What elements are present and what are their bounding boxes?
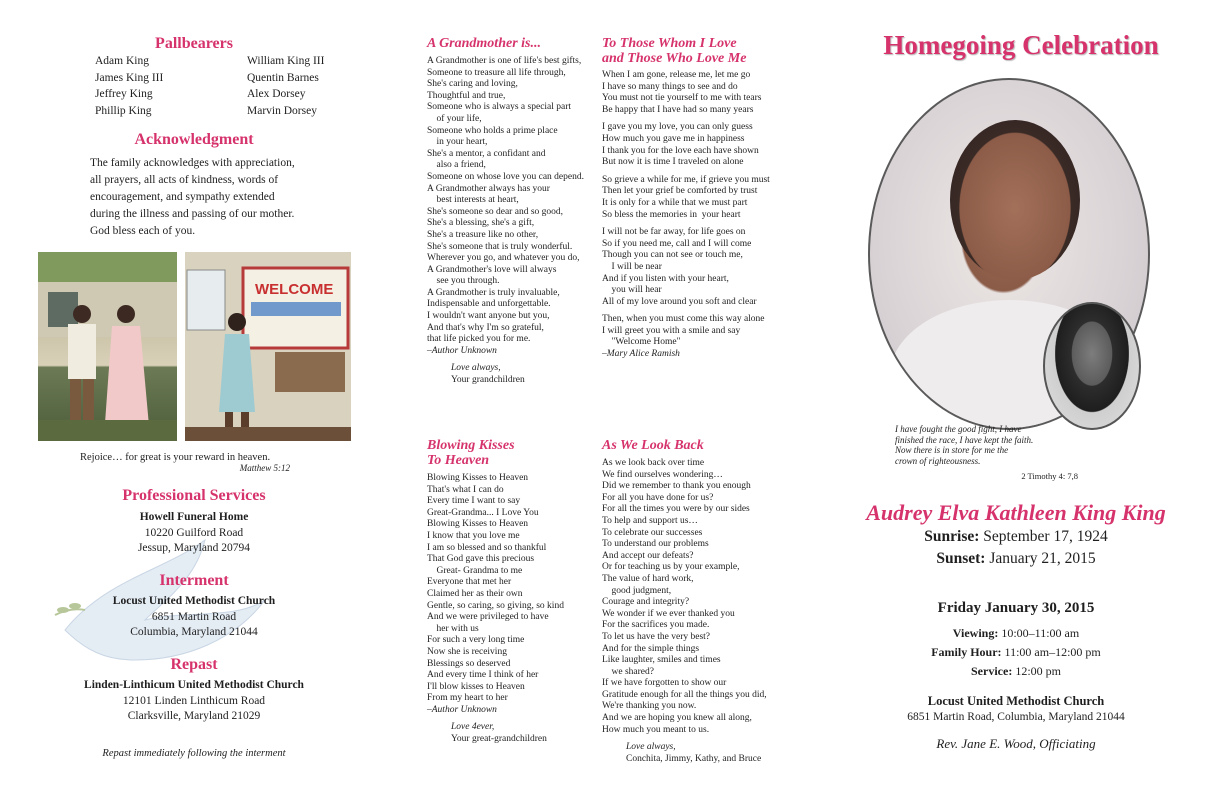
poem-line: To understand our problems (602, 539, 709, 550)
couple-photo-figures (38, 252, 177, 441)
poem-line: Thoughtful and true, (427, 90, 506, 101)
service-date: Friday January 30, 2015 (937, 600, 1095, 616)
verse-line: finished the race, I have kept the faith. (895, 434, 1034, 445)
poem-line: Courage and integrity? (602, 597, 690, 608)
poem-title-line: and Those Who Love Me (602, 51, 747, 66)
interment-address (0, 594, 388, 641)
poem-author: –Author Unknown (427, 704, 497, 715)
poem-line: She's someone so dear and so good, (427, 206, 564, 217)
poem-those-whom-title (602, 36, 782, 66)
repast-title: Repast (170, 656, 218, 673)
poem-line: Someone who holds a prime place (427, 125, 558, 136)
poem-line: Everyone that met her (427, 577, 512, 588)
poem-title-line: Blowing Kisses (427, 438, 515, 453)
family-hour-time: 11:00 am–12:00 pm (1004, 645, 1101, 659)
funeral-home-street: 10220 Guilford Road (144, 526, 244, 539)
poem-line: I will not be far away, for life goes on (602, 227, 746, 238)
welcome-photo (185, 252, 351, 441)
poem-line: For all the times you were by our sides (602, 504, 750, 515)
professional-services-title: Professional Services (122, 487, 266, 504)
family-hour-line (836, 645, 1196, 660)
poem-line: A Grandmother always has your (427, 183, 550, 194)
interment-city: Columbia, Maryland 21044 (130, 626, 258, 638)
poem-line: that life picked you for me. (427, 334, 531, 345)
poem-line: You must not tie yourself to me with tears (602, 93, 762, 104)
poem-line: And accept our defeats? (602, 550, 694, 561)
poem-signature-closing: Love 4ever, (451, 722, 495, 733)
poem-line: Someone who is always a special part (427, 102, 572, 113)
poem-line: Great-Grandma... I Love You (427, 507, 539, 518)
pallbearer-name: Quentin Barnes (247, 71, 319, 84)
poem-line: We're thanking you now. (602, 701, 697, 712)
welcome-photo-scene (185, 252, 351, 441)
viewing-time: 10:00–11:00 am (1001, 626, 1080, 640)
poem-look-back-title: As We Look Back (602, 438, 704, 453)
poem-line: We find ourselves wondering… (602, 469, 723, 480)
family-hour-label: Family Hour: (931, 645, 1002, 659)
left-panel (0, 0, 408, 792)
service-line (836, 664, 1196, 679)
poem-line: I wouldn't want anyone but you, (427, 311, 550, 322)
interment-title: Interment (159, 572, 229, 589)
repast-church-name: Linden-Linthicum United Methodist Church (84, 679, 304, 691)
pallbearer-name: James King III (95, 71, 164, 84)
sunrise-label: Sunrise: (924, 528, 980, 545)
sunset-line (836, 550, 1196, 568)
poem-line: But now it is time I traveled on alone (602, 157, 744, 168)
poem-line: To celebrate our successes (602, 527, 703, 538)
repast-note: Repast immediately following the interment (102, 748, 286, 759)
poem-grandmother (427, 56, 597, 387)
rejoice-reference: Matthew 5:12 (239, 463, 290, 473)
pallbearer-name: Marvin Dorsey (247, 104, 317, 117)
poem-line: So bless the memories in your heart (602, 209, 741, 220)
poem-line: When I am gone, release me, let me go (602, 70, 751, 80)
poem-line: She's a blessing, she's a gift, (427, 218, 535, 229)
poem-kisses (427, 473, 597, 746)
poem-line: Someone on whose love you can depend. (427, 171, 584, 182)
poem-kisses-title (427, 438, 597, 468)
interment-street: 6851 Martin Road (151, 610, 237, 623)
poem-line: A Grandmother's love will always (427, 264, 557, 275)
verse-line: Now there is in store for me the (895, 445, 1009, 455)
poem-line: I'll blow kisses to Heaven (427, 681, 525, 692)
poem-title-line: To Heaven (427, 453, 490, 468)
repast-street: 12101 Linden Linthicum Road (122, 694, 266, 707)
verse-line: crown of righteousness. (895, 455, 981, 466)
poem-line: Be happy that I have had so many years (602, 104, 754, 115)
poem-those-whom (602, 70, 792, 361)
poem-line: best interests at heart, (427, 195, 519, 206)
deceased-name: Audrey Elva Kathleen King King (866, 500, 1166, 525)
poem-line: She's someone that is truly wonderful. (427, 241, 573, 252)
poem-line: So if you need me, call and I will come (602, 238, 752, 249)
viewing-label: Viewing: (952, 626, 999, 640)
poem-line: How much you gave me in happiness (602, 133, 745, 144)
poem-line: For such a very long time (427, 635, 525, 646)
viewing-line (836, 626, 1196, 641)
poem-line: Now she is receiving (427, 646, 507, 657)
poem-line: Gratitude enough for all the things you did, (602, 689, 767, 700)
poem-line: Blowing Kisses to Heaven (427, 519, 529, 530)
poem-author: –Mary Alice Ramish (602, 349, 680, 360)
service-time: 12:00 pm (1015, 664, 1061, 678)
verse-line: I have fought the good fight, I have (895, 424, 1022, 434)
poem-signature-names: Your grandchildren (451, 375, 525, 386)
sunrise-line (836, 528, 1196, 546)
poem-line: Then, when you must come this way alone (602, 314, 765, 325)
poem-line: in your heart, (427, 137, 488, 148)
poem-line: So grieve a while for me, if grieve you must (602, 174, 770, 185)
pallbearer-name: Alex Dorsey (247, 88, 306, 100)
church-address: 6851 Martin Road, Columbia, Maryland 21044 (907, 711, 1125, 723)
service-label: Service: (971, 664, 1013, 678)
repast-city: Clarksville, Maryland 21029 (127, 710, 261, 722)
poem-line: The value of hard work, (602, 573, 694, 584)
poem-line: Blowing Kisses to Heaven (427, 473, 529, 483)
pallbearer-name: Phillip King (95, 104, 152, 117)
sunset-label: Sunset: (936, 550, 986, 567)
poem-line: Though you can not see or touch me, (602, 250, 743, 261)
scripture-reference: 2 Timothy 4: 7,8 (1021, 471, 1078, 481)
poem-line: "Welcome Home" (602, 337, 681, 348)
poem-line: And we were privileged to have (427, 612, 549, 623)
poem-line: To let us have the very best? (602, 631, 711, 642)
funeral-home-address (0, 510, 388, 557)
poem-signature-closing: Love always, (626, 742, 676, 753)
poem-line: Gentle, so caring, so giving, so kind (427, 600, 564, 611)
couple-photo (38, 252, 177, 441)
poem-line: Did we remember to thank you enough (602, 481, 751, 492)
homegoing-title: Homegoing Celebration (883, 30, 1159, 60)
poem-line: And every time I think of her (427, 670, 539, 681)
pallbearer-name: Jeffrey King (95, 88, 153, 100)
poem-line: also a friend, (427, 160, 486, 171)
poem-line: It is only for a while that we must part (602, 197, 748, 208)
sunrise-date: September 17, 1924 (983, 528, 1108, 545)
acknowledgment-title: Acknowledgment (134, 131, 254, 148)
poem-line: That's what I can do (427, 484, 504, 495)
poem-line: Someone to treasure all life through, (427, 67, 566, 78)
poem-line: And if you listen with your heart, (602, 273, 729, 284)
acknowledgment-line: The family acknowledges with appreciation, (90, 157, 295, 169)
acknowledgment-line: during the illness and passing of our mother. (90, 208, 295, 220)
acknowledgment-text (90, 155, 330, 240)
pallbearer-name: Adam King (95, 55, 149, 67)
poem-line: good judgment, (602, 585, 672, 596)
poem-line: And we are hoping you knew all along, (602, 713, 752, 724)
poem-signature-closing: Love always, (451, 363, 501, 374)
poem-line: I gave you my love, you can only guess (602, 122, 753, 133)
pallbearers-title: Pallbearers (155, 35, 233, 52)
acknowledgment-line: God bless each of you. (90, 225, 196, 237)
poem-line: Blessings so deserved (427, 658, 511, 669)
poem-line: To help and support us… (602, 515, 698, 526)
poem-line: She's caring and loving, (427, 79, 518, 90)
poem-line: For the sacrifices you made. (602, 620, 710, 631)
poem-signature-names: Conchita, Jimmy, Kathy, and Bruce (626, 753, 762, 764)
poem-line: As we look back over time (602, 458, 705, 468)
sunset-date: January 21, 2015 (989, 550, 1096, 567)
acknowledgment-line: all prayers, all acts of kindness, words of (90, 174, 279, 186)
poem-line: I know that you love me (427, 530, 520, 541)
poem-line: How much you meant to us. (602, 724, 710, 735)
poem-line: A Grandmother is truly invaluable, (427, 287, 560, 298)
scripture-verse (895, 424, 1055, 466)
poem-line: Great- Grandma to me (427, 565, 523, 576)
poem-line: She's a treasure like no other, (427, 229, 539, 240)
poem-title-line: To Those Whom I Love (602, 36, 737, 51)
acknowledgment-line: encouragement, and sympathy extended (90, 191, 275, 203)
poem-line: you will hear (602, 285, 662, 296)
repast-address (0, 678, 388, 725)
poem-line: see you through. (427, 276, 500, 287)
portrait-face (950, 120, 1080, 280)
poem-line: I thank you for the love each have shown (602, 145, 759, 156)
poem-line: Indispensable and unforgettable. (427, 299, 551, 310)
young-portrait (1043, 302, 1141, 430)
poem-line: Wherever you go, and whatever you do, (427, 253, 580, 264)
welcome-sign-text: WELCOME (255, 281, 334, 298)
poem-line: She's a mentor, a confidant and (427, 148, 546, 159)
poem-line: A Grandmother is one of life's best gifts, (427, 56, 582, 66)
poem-line: All of my love around you soft and clear (602, 296, 757, 307)
poem-line: From my heart to her (427, 693, 508, 704)
rejoice-quote: Rejoice… for great is your reward in heaven. (80, 452, 271, 463)
interment-church-name: Locust United Methodist Church (112, 595, 276, 607)
church-name: Locust United Methodist Church (927, 694, 1105, 708)
poem-line: her with us (427, 623, 479, 634)
poem-line: Every time I want to say (427, 496, 521, 507)
poem-line: Or for teaching us by your example, (602, 562, 740, 573)
poem-line: Then let your grief be comforted by trust (602, 186, 758, 197)
poem-author: –Author Unknown (427, 345, 497, 356)
poem-line: we shared? (602, 666, 654, 677)
poem-line: And for the simple things (602, 643, 700, 654)
pallbearer-name: William King III (247, 55, 325, 67)
poem-line: I will be near (602, 261, 662, 272)
pallbearers-list (95, 53, 355, 119)
poem-line: That God gave this precious (427, 554, 535, 565)
poem-line: I have so many things to see and do (602, 81, 738, 92)
poem-line: Like laughter, smiles and times (602, 655, 721, 666)
poem-grandmother-title: A Grandmother is... (427, 36, 541, 51)
poem-line: And that's why I'm so grateful, (427, 322, 544, 333)
poem-signature-names: Your great-grandchildren (451, 734, 547, 745)
poem-line: If we have forgotten to show our (602, 678, 727, 689)
poem-line: We wonder if we ever thanked you (602, 608, 735, 619)
funeral-home-name: Howell Funeral Home (139, 511, 249, 523)
poem-line: of your life, (427, 113, 482, 124)
poem-line: Claimed her as their own (427, 588, 523, 599)
poem-line: I will greet you with a smile and say (602, 325, 741, 336)
funeral-home-city: Jessup, Maryland 20794 (137, 542, 251, 554)
officiant: Rev. Jane E. Wood, Officiating (936, 736, 1096, 751)
poem-line: I am so blessed and so thankful (427, 542, 547, 553)
poem-line: For all you have done for us? (602, 492, 714, 503)
poem-look-back (602, 458, 802, 765)
